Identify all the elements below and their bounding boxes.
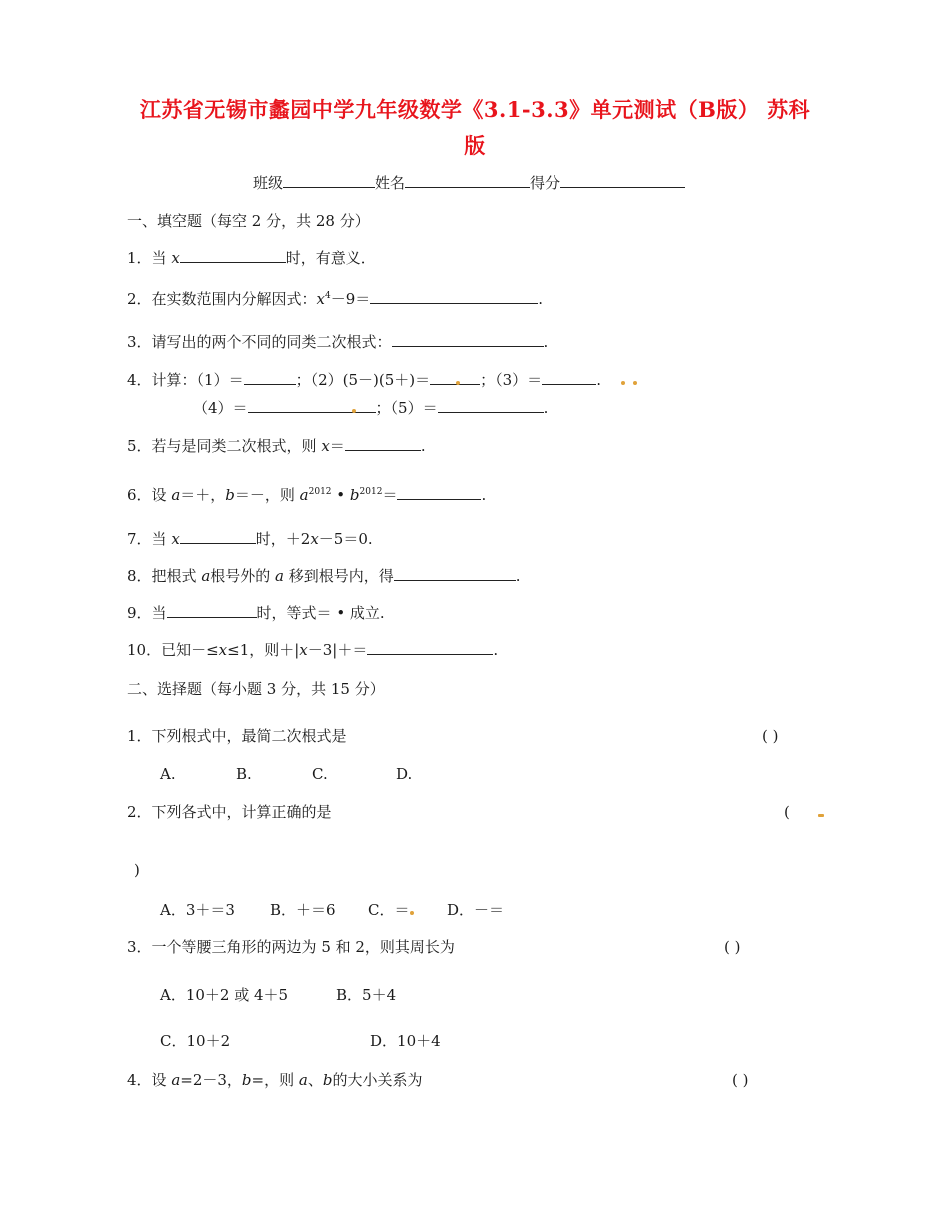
section2-heading: 二、选择题（每小题 3 分，共 15 分） <box>127 680 385 698</box>
var-x: x <box>310 530 319 548</box>
q-text: 根号外的 <box>210 567 276 585</box>
question-1-5 <box>127 436 426 456</box>
q-text: ；（2）(5－)(5＋)＝ <box>295 371 431 389</box>
option-a: A．3＋＝3 <box>160 901 235 919</box>
period: . <box>543 399 549 417</box>
q-text: ；（3）＝ <box>480 371 543 389</box>
answer-blank <box>180 529 256 544</box>
q-text: ＝ <box>382 486 398 504</box>
answer-blank <box>248 398 376 413</box>
question-1-8 <box>127 566 521 586</box>
q-text: 9．当 <box>127 604 167 622</box>
score-label: 得分 <box>530 174 561 192</box>
question-1-7 <box>127 529 373 549</box>
question-2-4-stem <box>127 1070 422 1090</box>
var-x: x <box>171 249 180 267</box>
answer-blank <box>392 332 544 347</box>
answer-blank <box>367 640 493 655</box>
q-text: 时，等式＝ • 成立. <box>256 604 385 622</box>
period: . <box>420 437 426 455</box>
q-text: 、 <box>307 1071 323 1089</box>
q-text: －3|＋＝ <box>307 641 368 659</box>
period: . <box>538 290 544 308</box>
section1-heading: 一、填空题（每空 2 分，共 28 分） <box>127 212 370 230</box>
q-text: ＝ <box>329 437 345 455</box>
option-a: A. <box>160 765 176 783</box>
q-text: －9＝ <box>330 290 371 308</box>
option-c: C．＝ <box>368 901 410 919</box>
q-text: 的大小关系为 <box>332 1071 423 1089</box>
option-d: D．－＝ <box>447 901 505 919</box>
doc-title-line2: 版 <box>464 133 486 158</box>
var-a: a <box>298 1071 308 1089</box>
option-b: B．5＋4 <box>336 986 397 1004</box>
q-text: 4．计算：（1）＝ <box>127 371 244 389</box>
student-info-line <box>253 173 685 193</box>
option-d: D. <box>396 765 413 783</box>
score-blank <box>560 173 685 188</box>
answer-paren-open: ( <box>784 803 790 821</box>
q-text: =2－3， <box>180 1071 242 1089</box>
exponent: 2012 <box>308 487 332 497</box>
q-text: －5＝0. <box>318 530 373 548</box>
question-1-6 <box>127 482 486 505</box>
q-text: • <box>331 486 350 504</box>
option-c: C．10＋2 <box>160 1032 231 1050</box>
stray-mark <box>818 814 824 817</box>
q-text: 7．当 <box>127 530 172 548</box>
question-1-4b <box>193 398 548 418</box>
question-1-9 <box>127 603 385 623</box>
var-a: a <box>299 486 309 504</box>
q-text: 4．设 <box>127 1071 172 1089</box>
period: . <box>543 333 549 351</box>
period: . <box>515 567 521 585</box>
answer-blank <box>542 370 596 385</box>
exponent: 2012 <box>359 487 383 497</box>
q-text: 10．已知－≤ <box>127 641 219 659</box>
question-1-2 <box>127 286 543 309</box>
q-text: =，则 <box>251 1071 299 1089</box>
question-1-1 <box>127 248 376 268</box>
q-text: 5．若与是同类二次根式，则 <box>127 437 322 455</box>
var-a: a <box>201 567 211 585</box>
var-x: x <box>218 641 228 659</box>
question-2-2-stem: 2．下列各式中，计算正确的是 <box>127 803 332 821</box>
q-text: 8．把根式 <box>127 567 202 585</box>
var-b: b <box>322 1071 333 1089</box>
q-text: ＝＋， <box>180 486 226 504</box>
var-b: b <box>225 486 235 504</box>
var-a: a <box>275 567 284 585</box>
answer-blank <box>438 398 544 413</box>
stray-mark <box>410 911 414 915</box>
var-b: b <box>241 1071 252 1089</box>
option-d: D．10＋4 <box>370 1032 441 1050</box>
class-blank <box>283 173 375 188</box>
q-text: 时，有意义． <box>285 249 376 267</box>
stray-mark <box>621 381 625 385</box>
q-text: （4）＝ <box>193 399 248 417</box>
q-text: ≤1，则＋| <box>227 641 300 659</box>
q-text: 2．在实数范围内分解因式： <box>127 290 317 308</box>
var-x: x <box>321 437 330 455</box>
option-a: A．10＋2 或 4＋5 <box>160 986 289 1004</box>
stray-mark <box>633 381 637 385</box>
answer-blank <box>370 289 538 304</box>
answer-blank <box>180 248 286 263</box>
question-1-3 <box>127 332 548 352</box>
answer-paren-close: ) <box>134 861 140 879</box>
answer-paren: ( ) <box>732 1071 749 1089</box>
q-text: 6．设 <box>127 486 172 504</box>
q-text: 移到根号内，得 <box>284 567 394 585</box>
question-1-10 <box>127 640 498 660</box>
question-2-1-stem: 1．下列根式中，最简二次根式是 <box>127 727 347 745</box>
answer-paren: ( ) <box>724 938 741 956</box>
exponent: 4 <box>325 291 331 301</box>
question-1-4 <box>127 370 601 390</box>
q-text: ；（5）＝ <box>375 399 438 417</box>
var-a: a <box>171 486 181 504</box>
answer-paren: ( ) <box>762 727 779 745</box>
q-text: 时，＋2 <box>255 530 311 548</box>
answer-blank <box>244 370 296 385</box>
stray-mark <box>456 381 460 385</box>
option-c: C. <box>312 765 328 783</box>
doc-title-line1: 江苏省无锡市蠡园中学九年级数学《3.1-3.3》单元测试（B版） 苏科 <box>139 97 811 122</box>
option-b: B．＋＝6 <box>270 901 336 919</box>
var-x: x <box>299 641 308 659</box>
var-a: a <box>171 1071 181 1089</box>
option-b: B. <box>236 765 252 783</box>
name-label: 姓名 <box>375 174 406 192</box>
question-2-3-stem: 3．一个等腰三角形的两边为 5 和 2，则其周长为 <box>127 938 455 956</box>
answer-blank <box>345 436 421 451</box>
var-x: x <box>171 530 180 548</box>
var-b: b <box>349 486 360 504</box>
class-label: 班级 <box>253 174 284 192</box>
q-text: ＝－，则 <box>234 486 300 504</box>
name-blank <box>405 173 530 188</box>
period: . <box>481 486 487 504</box>
var-x: x <box>316 290 326 308</box>
answer-blank <box>394 566 516 581</box>
period: . <box>596 371 601 389</box>
q-text: 3．请写出的两个不同的同类二次根式： <box>127 333 392 351</box>
q-text: 1．当 <box>127 249 172 267</box>
answer-blank <box>397 485 481 500</box>
answer-blank <box>167 603 257 618</box>
period: . <box>493 641 499 659</box>
stray-mark <box>352 409 356 413</box>
